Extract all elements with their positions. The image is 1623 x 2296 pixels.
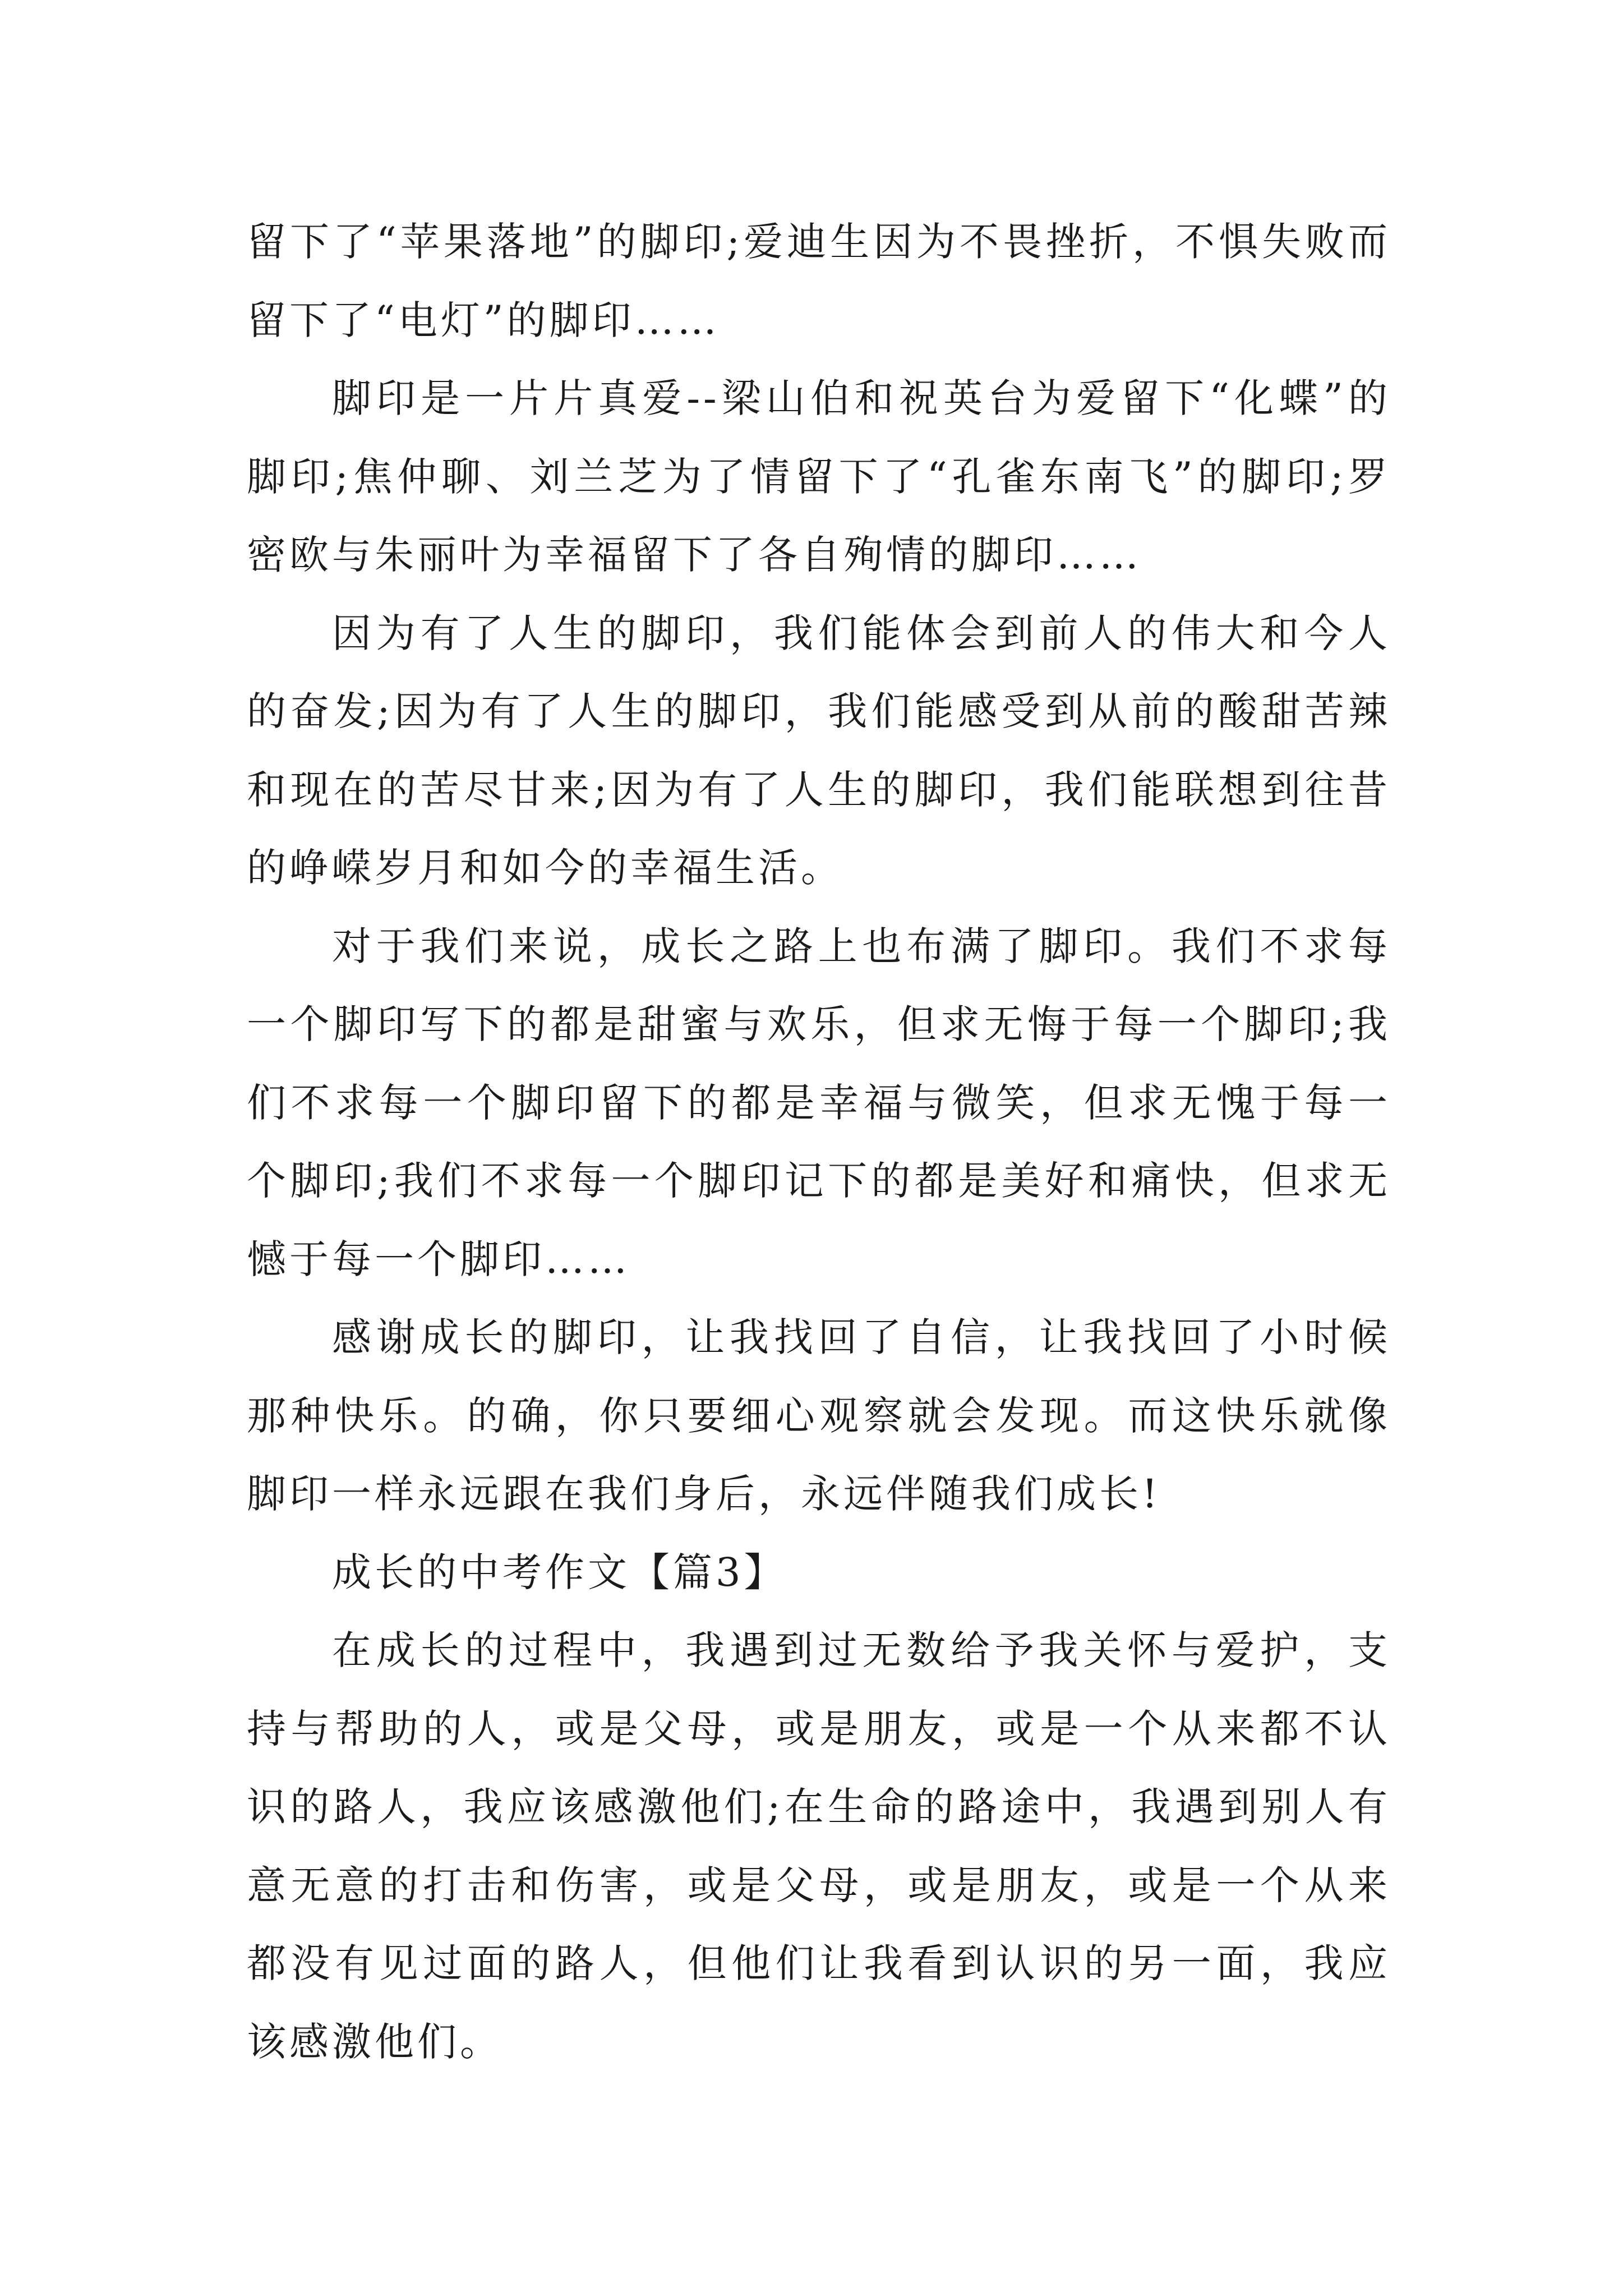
paragraph-growth-path: 对于我们来说，成长之路上也布满了脚印。我们不求每一个脚印写下的都是甜蜜与欢乐，但求无悔于每一个脚印;我们不求每一个脚印留下的都是幸福与微笑，但求无愧于每一个脚印;我们不求每一个脚印记下的都是美好和痛快，但求无憾于每一个脚印……	[247, 923, 1391, 1282]
section-heading: 成长的中考作文【篇3】	[332, 1549, 787, 1595]
paragraph-apple-edison: 留下了“苹果落地”的脚印;爱迪生因为不畏挫折，不惧失败而留下了“电灯”的脚印……	[247, 219, 1391, 343]
paragraph-life-footprints: 因为有了人生的脚印，我们能体会到前人的伟大和今人的奋发;因为有了人生的脚印，我们能感受到从前的酸甜苦辣和现在的苦尽甘来;因为有了人生的脚印，我们能联想到往昔的峥嵘岁月和如今的幸福生活。	[247, 610, 1391, 891]
paragraph-true-love: 脚印是一片片真爱--梁山伯和祝英台为爱留下“化蝶”的脚印;焦仲聊、刘兰芝为了情留下了“孔雀东南飞”的脚印;罗密欧与朱丽叶为幸福留下了各自殉情的脚印……	[247, 375, 1391, 578]
document-body	[247, 203, 1391, 2081]
paragraph-thanks-growth: 感谢成长的脚印，让我找回了自信，让我找回了小时候那种快乐。的确，你只要细心观察就会发现。而这快乐就像脚印一样永远跟在我们身后，永远伴随我们成长!	[247, 1314, 1391, 1517]
paragraph-gratitude: 在成长的过程中，我遇到过无数给予我关怀与爱护，支持与帮助的人，或是父母，或是朋友，或是一个从来都不认识的路人，我应该感激他们;在生命的路途中，我遇到别人有意无意的打击和伤害，或是父母，或是朋友，或是一个从来都没有见过面的路人，但他们让我看到认识的另一面，我应该感激他们。	[247, 1627, 1391, 2065]
